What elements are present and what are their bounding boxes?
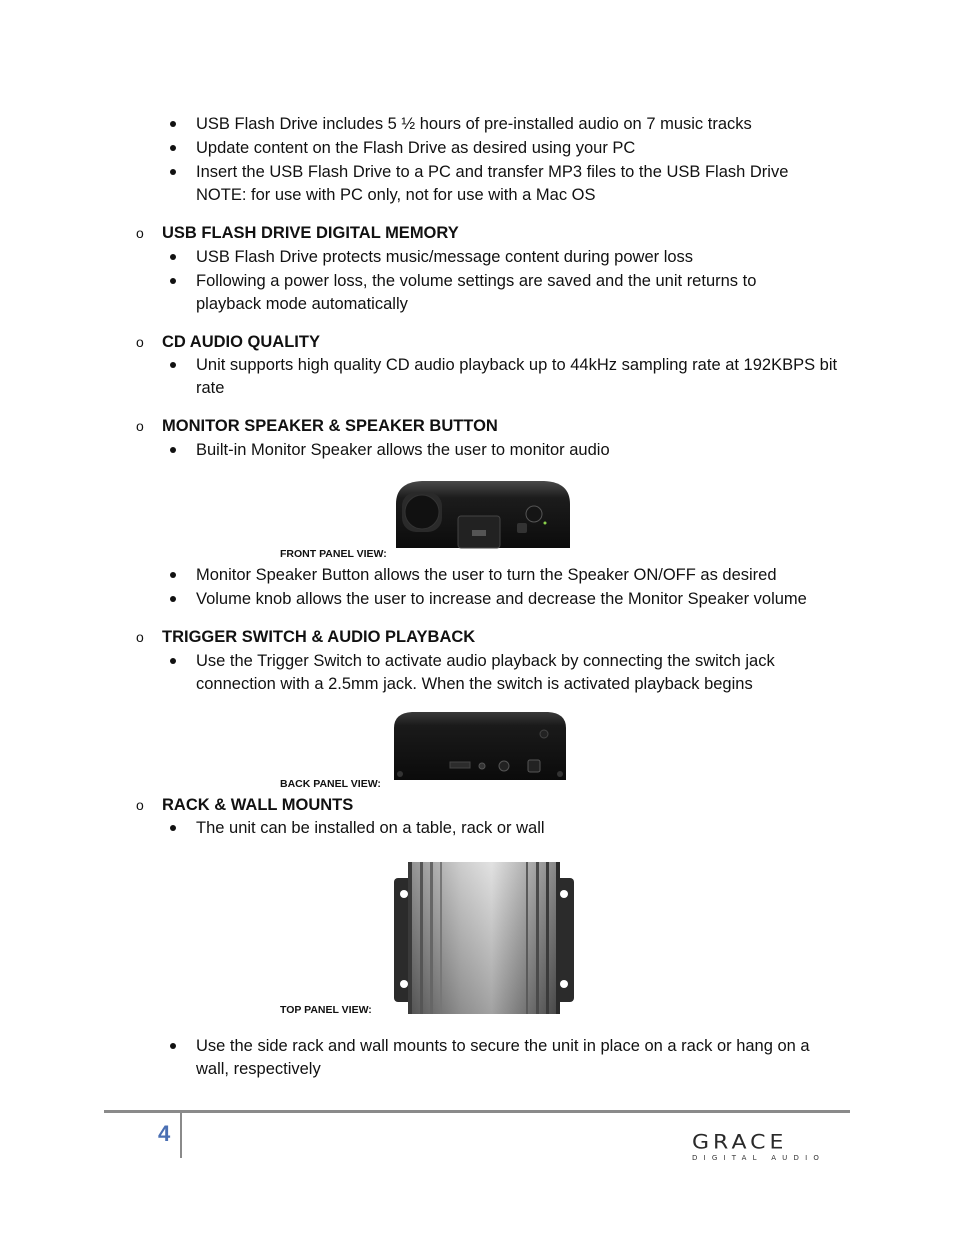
section-marker: o	[136, 225, 144, 241]
bullet-text: Built-in Monitor Speaker allows the user to monitor audio	[196, 441, 610, 459]
bullet-text: USB Flash Drive protects music/message content during power loss	[196, 248, 694, 266]
section-marker: o	[136, 629, 144, 645]
logo-subtitle: DIGITAL AUDIO	[692, 1154, 826, 1162]
front-panel-image	[392, 478, 574, 550]
bullet-text: Following a power loss, the volume settings are saved and the unit returns to playback mode automatically	[196, 272, 757, 313]
bullet-text: Unit supports high quality CD audio playback up to 44kHz sampling rate at 192KBPS bit rate	[196, 356, 838, 397]
image-caption: TOP PANEL VIEW:	[280, 1004, 372, 1016]
back-panel-image	[392, 710, 568, 782]
section-title: RACK & WALL MOUNTS	[162, 796, 354, 814]
image-caption: FRONT PANEL VIEW:	[280, 548, 387, 560]
footer-page-divider	[180, 1112, 182, 1158]
bullet-text: Volume knob allows the user to increase and decrease the Monitor Speaker volume	[196, 590, 807, 608]
bullet-text: Insert the USB Flash Drive to a PC and transfer MP3 files to the USB Flash Drive NOTE: for use with PC only, not for use with a Mac OS	[196, 163, 789, 204]
bullet-text: The unit can be installed on a table, rack or wall	[196, 819, 545, 837]
section-title: CD AUDIO QUALITY	[162, 333, 320, 351]
section-marker: o	[136, 334, 144, 350]
bullet-text: Use the Trigger Switch to activate audio playback by connecting the switch jack connection with a 2.5mm jack. When the switch is activated playback begins	[196, 652, 775, 693]
grace-logo	[692, 1131, 826, 1162]
section-title: TRIGGER SWITCH & AUDIO PLAYBACK	[162, 628, 476, 646]
section-marker: o	[136, 418, 144, 434]
section-title: USB FLASH DRIVE DIGITAL MEMORY	[162, 224, 459, 242]
logo-word: GRACE	[692, 1131, 788, 1154]
bullet-text: Use the side rack and wall mounts to secure the unit in place on a rack or hang on a wall, respectively	[196, 1037, 810, 1078]
section-marker: o	[136, 797, 144, 813]
image-caption: BACK PANEL VIEW:	[280, 778, 381, 790]
top-panel-image	[394, 860, 574, 1016]
footer-divider	[104, 1110, 850, 1113]
bullet-text: Update content on the Flash Drive as desired using your PC	[196, 139, 636, 157]
section-title: MONITOR SPEAKER & SPEAKER BUTTON	[162, 417, 498, 435]
page-number: 4	[158, 1121, 171, 1146]
bullet-text: Monitor Speaker Button allows the user to turn the Speaker ON/OFF as desired	[196, 566, 777, 584]
bullet-text: USB Flash Drive includes 5 ½ hours of pre-installed audio on 7 music tracks	[196, 115, 752, 133]
